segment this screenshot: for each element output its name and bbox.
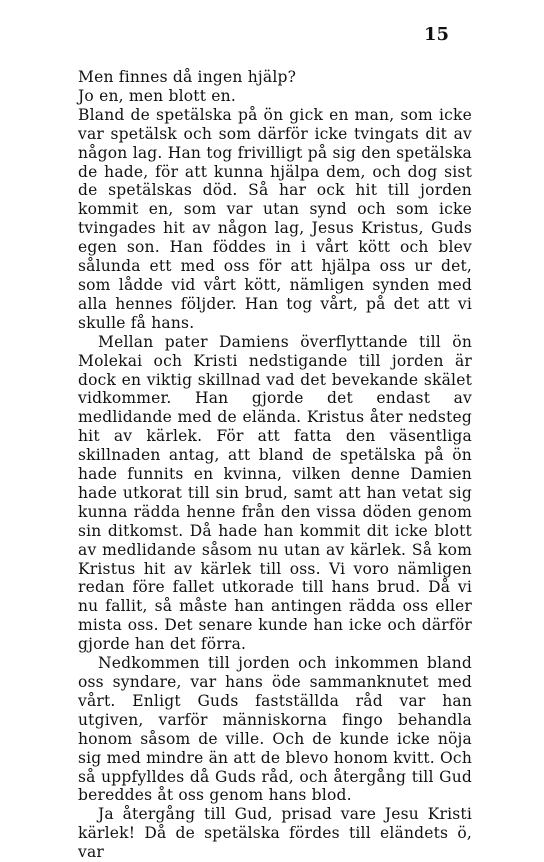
paragraph-difference-in-motive: Mellan pater Damiens överflyttande till ön Molekai och Kristi nedstigande till jorden är dock en viktig skillnad vad det bevekande skälet vidkommer. Han gjorde det endast av medlidande med de elända. Kristus åter nedsteg hit av kärlek. För att fatta den väsentliga skillnaden antag, att bland de spetälska på ön hade funnits en kvinna, vilken denne Damien hade utkorat till sin brud, samt att han vetat sig kunna rädda henne från den vissa döden genom sin ditkomst. Då hade han kommit dit icke blott av medlidande såsom nu utan av kärlek. Så kom Kristus hit av kärlek till oss. Vi voro nämligen redan före fallet utkorade till hans brud. Då vi nu fallit, så måste han antingen rädda oss eller mista oss. Det senare kunde han icke och därför gjorde han det förra. <box>78 332 472 654</box>
paragraph-return-to-god: Ja återgång till Gud, prisad vare Jesu Kristi kärlek! Då de spetälska fördes till eländets ö, var <box>78 805 472 862</box>
paragraph-question: Men finnes då ingen hjälp? <box>78 68 297 86</box>
paragraph-fate-bound-to-ours: Nedkommen till jorden och inkommen bland oss syndare, var hans öde sammanknutet med vårt. Enligt Guds fastställda råd var han utgiven, varför människorna fingo behandla honom såsom de ville. Och de kunde icke nöja sig med mindre än att de blevo honom kvitt. Och så uppfylldes då Guds råd, och återgång till Gud bereddes åt oss genom hans blod. <box>78 654 472 805</box>
paragraph-damien-and-christ: Bland de spetälska på ön gick en man, som icke var spetälsk och som därför icke tvingats dit av någon lag. Han tog frivilligt på sig den spetälska de hade, för att kunna hjälpa dem, och dog sist de spetälskas död. Så har ock hit till jorden kommit en, som var utan synd och som icke tvingades hit av någon lag, Jesus Kristus, Guds egen son. Han föddes in i vårt kött och blev sålunda ett med oss för att hjälpa oss ur det, som lådde vid vårt kött, nämligen synden med alla hennes följder. Han tog vårt, på det att vi skulle få hans. <box>78 105 472 332</box>
page-number: 15 <box>424 24 450 45</box>
paragraph-answer: Jo en, men blott en. <box>78 86 236 105</box>
page-body <box>78 68 472 862</box>
